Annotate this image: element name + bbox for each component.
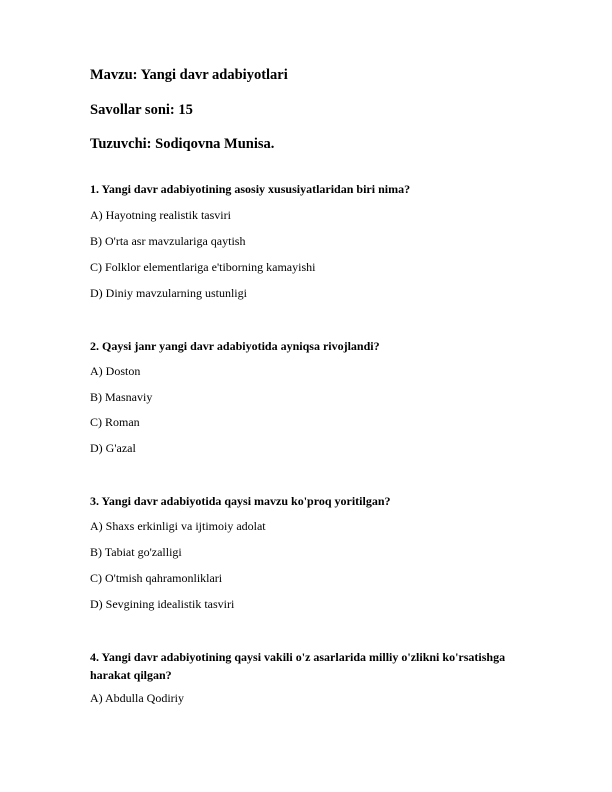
question-2-text: 2. Qaysi janr yangi davr adabiyotida ayniqsa rivojlandi?: [90, 339, 380, 353]
question-1-option-d: D) Diniy mavzularning ustunligi: [90, 286, 247, 300]
question-2-option-c: C) Roman: [90, 415, 140, 429]
question-2-option-d: D) G'azal: [90, 441, 136, 455]
question-count-heading: Savollar soni: 15: [90, 102, 193, 118]
question-1-option-a: A) Hayotning realistik tasviri: [90, 208, 231, 222]
question-3-option-d: D) Sevgining idealistik tasviri: [90, 597, 235, 611]
question-2-option-b: B) Masnaviy: [90, 390, 153, 404]
question-3-option-c: C) O'tmish qahramonliklari: [90, 571, 223, 585]
question-2-option-a: A) Doston: [90, 364, 141, 378]
author-heading: Tuzuvchi: Sodiqovna Munisa.: [90, 136, 275, 152]
question-3-option-b: B) Tabiat go'zalligi: [90, 545, 182, 559]
question-4-text: 4. Yangi davr adabiyotining qaysi vakili o'z asarlarida milliy o'zlikni ko'rsatishga harakat qilgan?: [90, 650, 506, 682]
question-1-text: 1. Yangi davr adabiyotining asosiy xususiyatlaridan biri nima?: [90, 182, 411, 196]
question-4-option-a: A) Abdulla Qodiriy: [90, 691, 184, 705]
question-3-option-a: A) Shaxs erkinligi va ijtimoiy adolat: [90, 519, 266, 533]
question-1-option-b: B) O'rta asr mavzulariga qaytish: [90, 234, 246, 248]
topic-heading: Mavzu: Yangi davr adabiyotlari: [90, 67, 288, 83]
question-3-text: 3. Yangi davr adabiyotida qaysi mavzu ko'proq yoritilgan?: [90, 494, 391, 508]
question-1-option-c: C) Folklor elementlariga e'tiborning kamayishi: [90, 260, 316, 274]
